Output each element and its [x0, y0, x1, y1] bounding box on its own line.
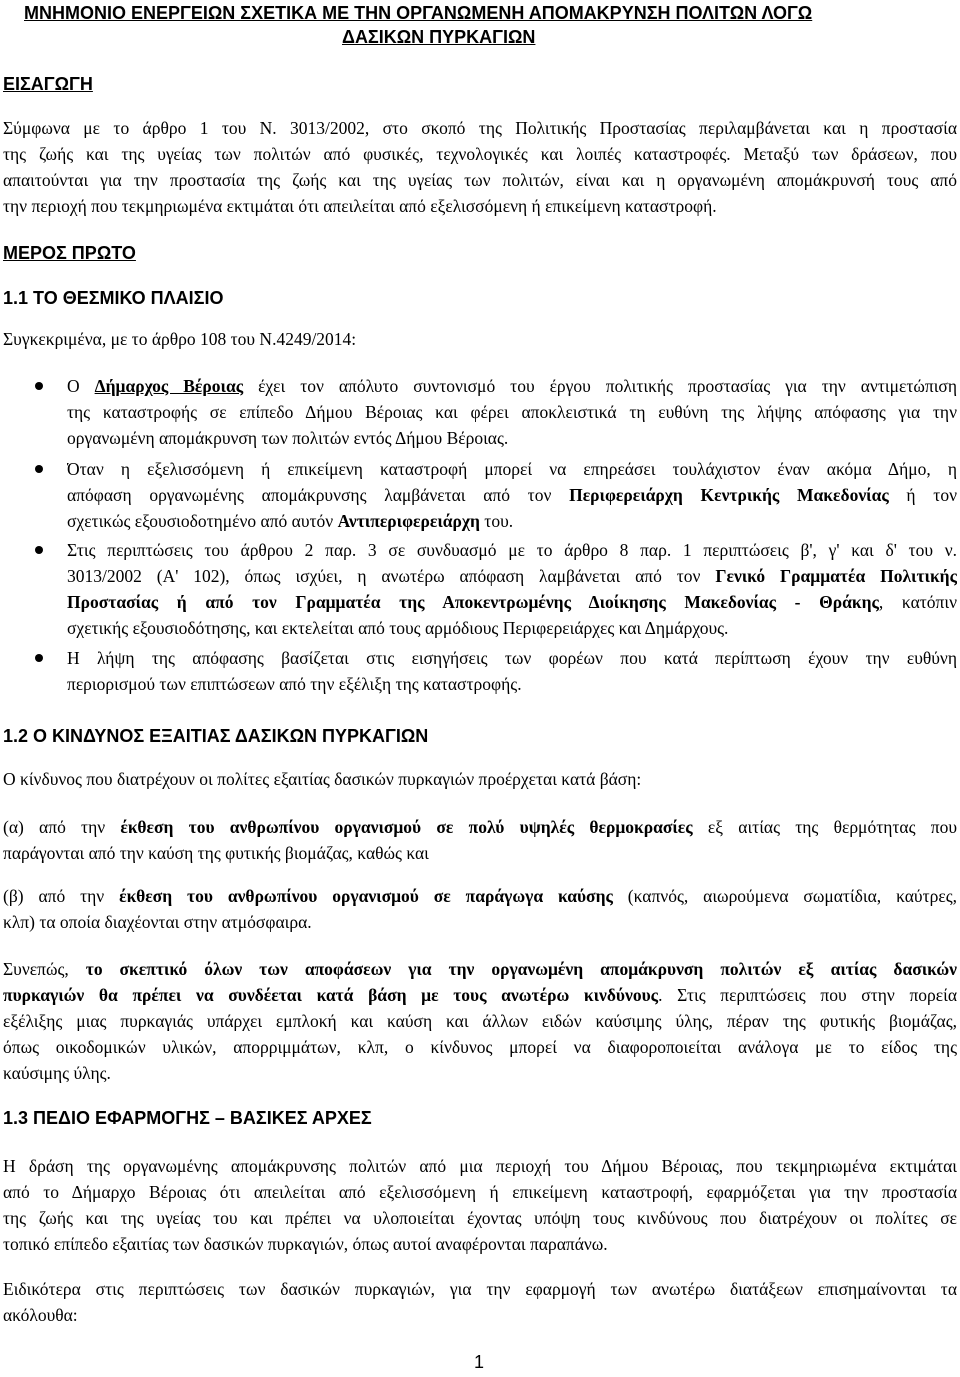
text-line: σχετικής εξουσιοδότησης, και εκτελείται από τους αρμόδιους Περιφερειάρχες και Δημάρχους. [67, 618, 729, 638]
item-a-paragraph [3, 814, 957, 866]
section-1-1-heading: 1.1 ΤΟ ΘΕΣΜΙΚΟ ΠΛΑΙΣΙΟ [3, 288, 224, 308]
section-1-3-paragraph-1 [3, 1153, 957, 1257]
bullet-item-2 [67, 456, 957, 534]
document-title-line-2: ΔΑΣΙΚΩΝ ΠΥΡΚΑΓΙΩΝ [342, 27, 536, 47]
text-line: Ειδικότερα στις περιπτώσεις των δασικών πυρκαγιών, για την εφαρμογή των ανωτέρω διατάξεων επισημαίνονται τα [3, 1279, 957, 1299]
section-1-2-heading: 1.2 Ο ΚΙΝΔΥΝΟΣ ΕΞΑΙΤΙΑΣ ΔΑΣΙΚΩΝ ΠΥΡΚΑΓΙΩΝ [3, 726, 429, 746]
bullet-icon [35, 382, 43, 390]
text-line: Η δράση της οργανωμένης απομάκρυνσης πολιτών από μια περιοχή του Δήμου Βέροιας, που τεκμηριωμένα εκτιμάται [3, 1156, 957, 1176]
section-1-2-lead: Ο κίνδυνος που διατρέχουν οι πολίτες εξαιτίας δασικών πυρκαγιών προέρχεται κατά βάση: [3, 769, 642, 789]
text-line: κλπ) τα οποία διαχέονται στην ατμόσφαιρα. [3, 912, 312, 932]
text-line: Ο Δήμαρχος Βέροιας έχει τον απόλυτο συντονισμό του έργου πολιτικής προστασίας για την αντιμετώπιση [67, 376, 957, 396]
text-line: οργανωμένη απομάκρυνση των πολιτών εντός Δήμου Βέροιας. [67, 428, 509, 448]
section-1-3-heading: 1.3 ΠΕΔΙΟ ΕΦΑΡΜΟΓΗΣ – ΒΑΣΙΚΕΣ ΑΡΧΕΣ [3, 1108, 372, 1128]
text-line: της καταστροφής σε επίπεδο Δήμου Βέροιας και φέρει αποκλειστικά τη ευθύνη της λήψης απόφασης για την [67, 402, 957, 422]
text-line: Όταν η εξελισσόμενη ή επικείμενη καταστροφή μπορεί να επηρεάσει τουλάχιστον έναν ακόμα Δήμο, η [67, 459, 957, 479]
part-one-heading: ΜΕΡΟΣ ΠΡΩΤΟ [3, 243, 136, 263]
text-line: (α) από την έκθεση του ανθρωπίνου οργανισμού σε πολύ υψηλές θερμοκρασίες εξ αιτίας της θερμότητας που [3, 817, 957, 837]
text-line: Η λήψη της απόφασης βασίζεται στις εισηγήσεις των φορέων που κατά περίπτωση έχουν την ευθύνη [67, 648, 957, 668]
bullet-icon [35, 546, 43, 554]
bullet-icon [35, 465, 43, 473]
section-1-1-lead: Συγκεκριμένα, με το άρθρο 108 του Ν.4249/2014: [3, 329, 357, 349]
text-line: απόφαση οργανωμένης απομάκρυνσης λαμβάνεται από τον Περιφερειάρχη Κεντρικής Μακεδονίας ή τον [67, 485, 957, 505]
text-line: όπως οικοδομικών υλικών, απορριμμάτων, κλπ, ο κίνδυνος μπορεί να διαφοροποιείται ανάλογα με το είδος της [3, 1037, 957, 1057]
item-b-paragraph [3, 883, 957, 935]
text-line: (β) από την έκθεση του ανθρωπίνου οργανισμού σε παράγωγα καύσης (καπνός, αιωρούμενα σωματίδια, καύτρες, [3, 886, 957, 906]
bullet-icon [35, 654, 43, 662]
text-line: την περιοχή που τεκμηριωμένα εκτιμάται ότι απειλείται από εξελισσόμενη ή επικείμενη καταστροφή. [3, 196, 717, 216]
text-line: περιορισμού των επιπτώσεων από την εξέλιξη της καταστροφής. [67, 674, 522, 694]
text-line: από το Δήμαρχο Βέροιας ότι απειλείται από εξελισσόμενη ή επικείμενη καταστροφή, εφαρμόζεται για την προστασία [3, 1182, 957, 1202]
text-line: παράγονται από την καύση της φυτικής βιομάζας, καθώς και [3, 843, 429, 863]
text-line: 3013/2002 (Α' 102), όπως ισχύει, η ανωτέρω απόφαση λαμβάνεται από τον Γενικό Γραμματέα Πολιτικής [67, 566, 957, 586]
conclusion-paragraph [3, 956, 957, 1086]
bullet-item-4 [67, 645, 957, 697]
bullet-item-1 [67, 373, 957, 451]
bullet-item-3 [67, 537, 957, 641]
text-line: Στις περιπτώσεις του άρθρου 2 παρ. 3 σε συνδυασμό με το άρθρο 8 παρ. 1 περιπτώσεις β', γ' και δ' του ν. [67, 540, 957, 560]
text-line: εξέλιξης μιας πυρκαγιάς υπάρχει εμπλοκή και καύση και άλλων ειδών καύσιμης ύλης, πέραν της φυτικής βιομάζας, [3, 1011, 957, 1031]
text-line: καύσιμης ύλης. [3, 1063, 111, 1083]
text-line: απαιτούνται για την προστασία της ζωής και της υγείας των πολιτών, είναι και η οργανωμένη απομάκρυνσή τους από [3, 170, 957, 190]
intro-paragraph [3, 115, 957, 219]
page-number: 1 [474, 1352, 485, 1372]
text-line: της ζωής και της υγείας του και πρέπει να υλοποιείται έχοντας υπόψη τους κινδύνους που διατρέχουν οι πολίτες σε [3, 1208, 957, 1228]
text-line: τοπικό επίπεδο εξαιτίας των δασικών πυρκαγιών, όπως αυτοί αναφέρονται παραπάνω. [3, 1234, 608, 1254]
document-title-line-1: ΜΝΗΜΟΝΙΟ ΕΝΕΡΓΕΙΩΝ ΣΧΕΤΙΚΑ ΜΕ ΤΗΝ ΟΡΓΑΝΩΜΕΝΗ ΑΠΟΜΑΚΡΥΝΣΗ ΠΟΛΙΤΩΝ ΛΟΓΩ [24, 3, 813, 23]
text-line: Σύμφωνα με το άρθρο 1 του Ν. 3013/2002, στο σκοπό της Πολιτικής Προστασίας περιλαμβάνεται και η προστασία [3, 118, 957, 138]
text-line: ακόλουθα: [3, 1305, 78, 1325]
text-line: σχετικώς εξουσιοδοτημένο από αυτόν Αντιπεριφερειάρχη του. [67, 511, 514, 531]
text-line: Συνεπώς, το σκεπτικό όλων των αποφάσεων για την οργανωμένη απομάκρυνση πολιτών εξ αιτίας δασικών [3, 959, 957, 979]
text-line: πυρκαγιών θα πρέπει να συνδέεται κατά βάση με τους ανωτέρω κινδύνους. Στις περιπτώσεις που στην πορεία [3, 985, 957, 1005]
intro-heading: ΕΙΣΑΓΩΓΗ [3, 74, 93, 94]
text-line: της ζωής και της υγείας των πολιτών από φυσικές, τεχνολογικές και λοιπές καταστροφές. Μεταξύ των δράσεων, που [3, 144, 957, 164]
section-1-3-paragraph-2 [3, 1276, 957, 1328]
text-line: Προστασίας ή από τον Γραμματέα της Αποκεντρωμένης Διοίκησης Μακεδονίας - Θράκης, κατόπιν [67, 592, 957, 612]
